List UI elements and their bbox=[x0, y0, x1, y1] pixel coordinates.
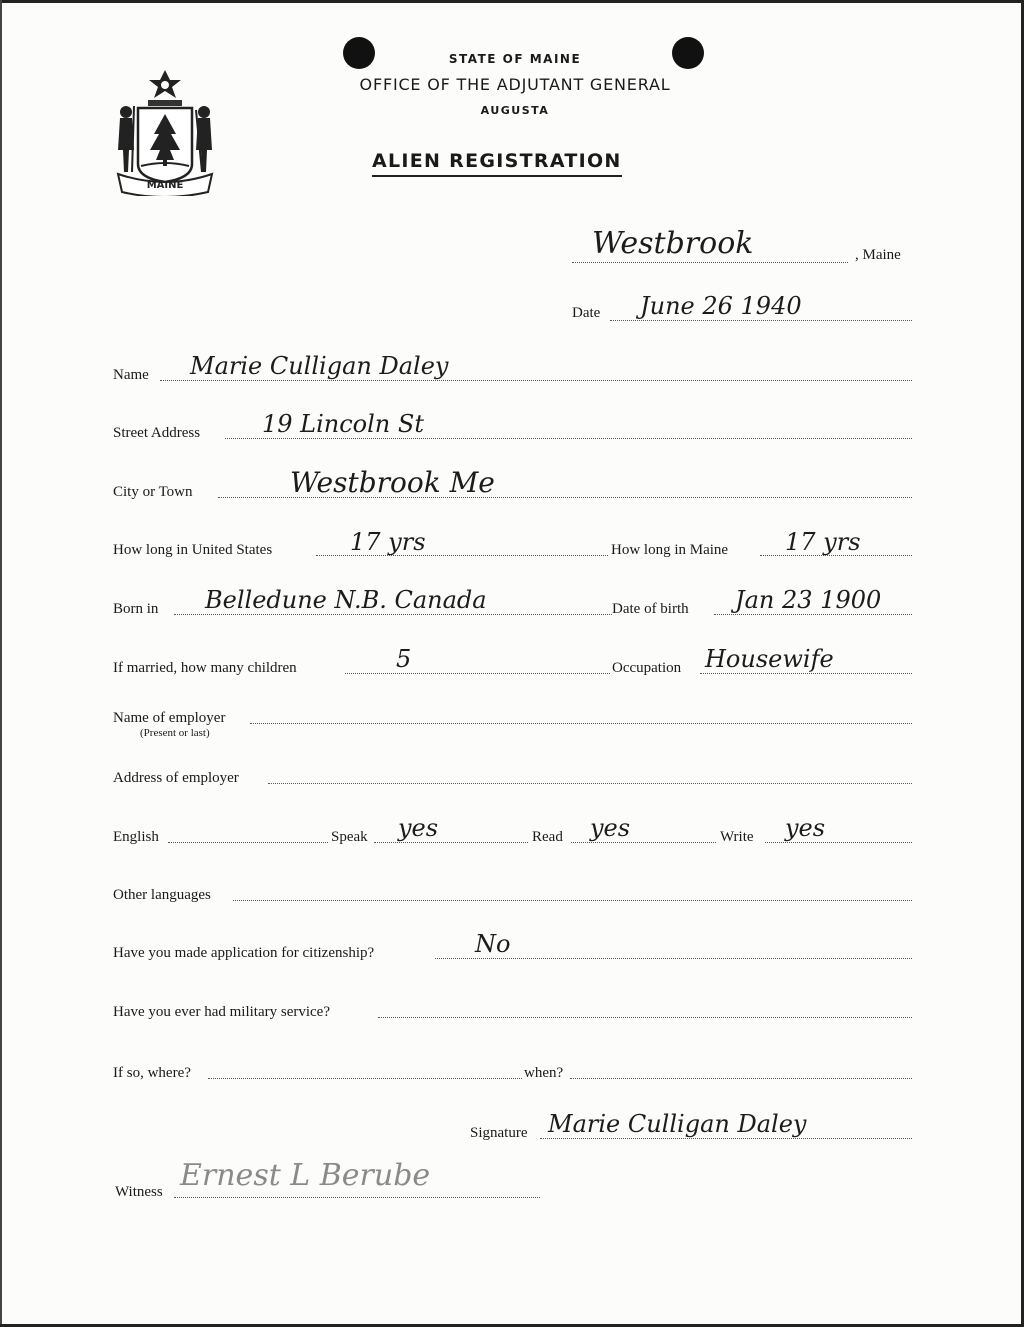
when-label: when? bbox=[524, 1065, 564, 1081]
date-value: June 26 1940 bbox=[640, 292, 802, 320]
how-long-maine-label: How long in Maine bbox=[611, 542, 729, 558]
date-label: Date bbox=[572, 305, 601, 321]
occupation-line bbox=[700, 673, 912, 674]
maine-label: , Maine bbox=[855, 247, 901, 263]
citizenship-line bbox=[435, 958, 912, 959]
where-line bbox=[208, 1078, 522, 1079]
employer-note: (Present or last) bbox=[140, 727, 210, 739]
occupation-label: Occupation bbox=[612, 660, 682, 676]
speak-value: yes bbox=[398, 814, 439, 842]
header-state: STATE OF MAINE bbox=[448, 52, 582, 66]
write-line bbox=[765, 842, 912, 843]
children-value: 5 bbox=[396, 645, 412, 673]
name-line bbox=[160, 380, 912, 381]
write-label: Write bbox=[720, 829, 754, 845]
scan-border-left bbox=[0, 0, 2, 1327]
other-languages-line bbox=[233, 900, 912, 901]
born-in-value: Belledune N.B. Canada bbox=[205, 586, 487, 614]
read-label: Read bbox=[532, 829, 563, 845]
speak-label: Speak bbox=[331, 829, 368, 845]
military-line bbox=[378, 1017, 912, 1018]
children-line bbox=[345, 673, 610, 674]
english-line bbox=[168, 842, 328, 843]
witness-label: Witness bbox=[115, 1184, 163, 1200]
when-line bbox=[570, 1078, 912, 1079]
read-line bbox=[571, 842, 716, 843]
occupation-value: Housewife bbox=[705, 645, 834, 673]
street-line bbox=[225, 438, 912, 439]
how-long-maine-value: 17 yrs bbox=[785, 528, 861, 556]
read-value: yes bbox=[590, 814, 631, 842]
english-label: English bbox=[113, 829, 159, 845]
city-value: Westbrook Me bbox=[290, 466, 495, 499]
maine-state-seal-icon bbox=[110, 68, 220, 196]
dob-value: Jan 23 1900 bbox=[735, 586, 882, 614]
witness-line bbox=[174, 1197, 540, 1198]
street-label: Street Address bbox=[113, 425, 201, 441]
town-line bbox=[572, 262, 848, 263]
speak-line bbox=[374, 842, 528, 843]
svg-text:MAINE: MAINE bbox=[146, 180, 184, 191]
other-languages-label: Other languages bbox=[113, 887, 211, 903]
signature-line bbox=[540, 1138, 912, 1139]
signature-label: Signature bbox=[470, 1125, 528, 1141]
dob-line bbox=[714, 614, 912, 615]
citizenship-value: No bbox=[475, 930, 511, 958]
date-line bbox=[610, 320, 912, 321]
witness-value: Ernest L Berube bbox=[180, 1158, 431, 1193]
born-in-line bbox=[174, 614, 612, 615]
signature-value: Marie Culligan Daley bbox=[548, 1110, 807, 1138]
military-label: Have you ever had military service? bbox=[113, 1004, 330, 1020]
header-office: OFFICE OF THE ADJUTANT GENERAL bbox=[359, 75, 671, 94]
how-long-us-value: 17 yrs bbox=[350, 528, 426, 556]
where-label: If so, where? bbox=[113, 1065, 191, 1081]
town-value: Westbrook bbox=[592, 226, 754, 261]
citizenship-label: Have you made application for citizenship? bbox=[113, 945, 375, 961]
employer-address-line bbox=[268, 783, 912, 784]
name-value: Marie Culligan Daley bbox=[190, 352, 449, 380]
city-label: City or Town bbox=[113, 484, 193, 500]
born-in-label: Born in bbox=[113, 601, 159, 617]
employer-line bbox=[250, 723, 912, 724]
scan-border-top bbox=[0, 0, 1024, 3]
children-label: If married, how many children bbox=[113, 660, 297, 676]
employer-label: Name of employer bbox=[113, 710, 226, 726]
write-value: yes bbox=[785, 814, 826, 842]
dob-label: Date of birth bbox=[612, 601, 689, 617]
employer-address-label: Address of employer bbox=[113, 770, 239, 786]
form-title: ALIEN REGISTRATION bbox=[372, 150, 622, 177]
how-long-us-label: How long in United States bbox=[113, 542, 273, 558]
header-city: AUGUSTA bbox=[480, 104, 550, 117]
street-value: 19 Lincoln St bbox=[262, 410, 424, 438]
name-label: Name bbox=[113, 367, 149, 383]
